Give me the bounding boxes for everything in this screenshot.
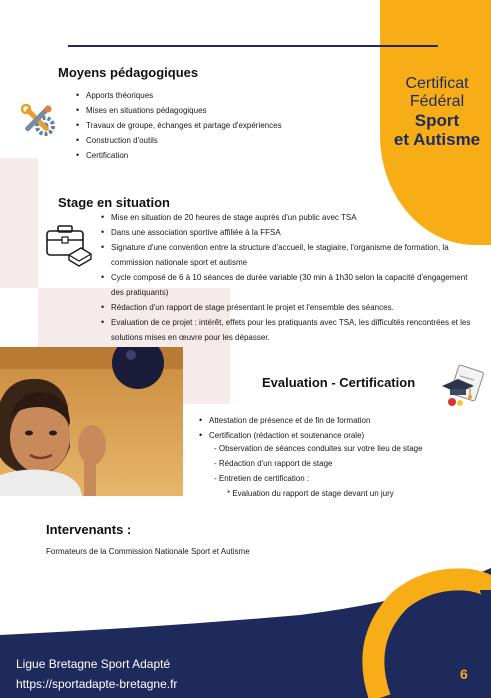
sub-list-item: - Entretien de certification : — [214, 474, 310, 483]
list-item: • Certification — [76, 148, 282, 163]
list-item: • Mise en situation de 20 heures de stage auprès d'un public avec TSA — [101, 210, 471, 225]
section-title-evaluation: Evaluation - Certification — [262, 375, 416, 390]
moyens-list — [76, 88, 282, 163]
footer-url-link[interactable]: https://sportadapte-bretagne.fr — [16, 677, 178, 691]
sub-list-item: - Observation de séances conduites sur votre lieu de stage — [214, 444, 423, 453]
badge-title-line: Certificat — [405, 75, 469, 92]
footer-organization: Ligue Bretagne Sport Adapté — [16, 657, 171, 671]
badge-title-line: et Autisme — [393, 130, 481, 149]
briefcase-icon — [45, 223, 93, 272]
intervenants-text: Formateurs de la Commission Nationale Sport et Autisme — [46, 547, 250, 556]
list-item: • Dans une association sportive affiliée à la FFSA — [101, 225, 471, 240]
background-panel — [0, 158, 38, 288]
tools-gear-icon — [17, 100, 59, 147]
section-title-intervenants: Intervenants : — [46, 522, 132, 537]
list-item: • Evaluation de ce projet : intérêt, effets pour les pratiquants avec TSA, les difficultés rencontrées et les solutions mises en œuvre pour les dépasser. — [101, 315, 471, 345]
list-item: • Rédaction d'un rapport de stage présentant le projet et l'ensemble des séances. — [101, 300, 471, 315]
badge-title-line: Sport — [414, 111, 460, 130]
list-item: • Mises en situations pédagogiques — [76, 103, 282, 118]
list-item: • Signature d'une convention entre la structure d'accueil, le stagiaire, l'organisme de formation, la commission nationale sport et autisme — [101, 240, 471, 270]
stage-list — [101, 210, 471, 345]
section-title-moyens: Moyens pédagogiques — [58, 65, 199, 80]
badge-title-line: Fédéral — [409, 93, 465, 110]
list-item: • Construction d'outils — [76, 133, 282, 148]
divider — [68, 45, 438, 47]
sub-sub-list-item: * Evaluation du rapport de stage devant un jury — [227, 489, 394, 498]
page-number: 6 — [460, 666, 468, 682]
photo-child-playing — [0, 347, 183, 496]
list-item: • Apports théoriques — [76, 88, 282, 103]
list-item: • Attestation de présence et de fin de formation — [199, 413, 370, 428]
section-title-stage: Stage en situation — [58, 195, 170, 210]
list-item: • Certification (rédaction et soutenance orale) — [199, 428, 370, 443]
list-item: • Cycle composé de 6 à 10 séances de durée variable (30 min à 1h30 selon la capacité d'engagement des pratiquants) — [101, 270, 471, 300]
graduation-diploma-icon — [440, 364, 484, 413]
sub-list-item: - Rédaction d'un rapport de stage — [214, 459, 333, 468]
list-item: • Travaux de groupe, échanges et partage d'expériences — [76, 118, 282, 133]
evaluation-list — [199, 413, 370, 443]
